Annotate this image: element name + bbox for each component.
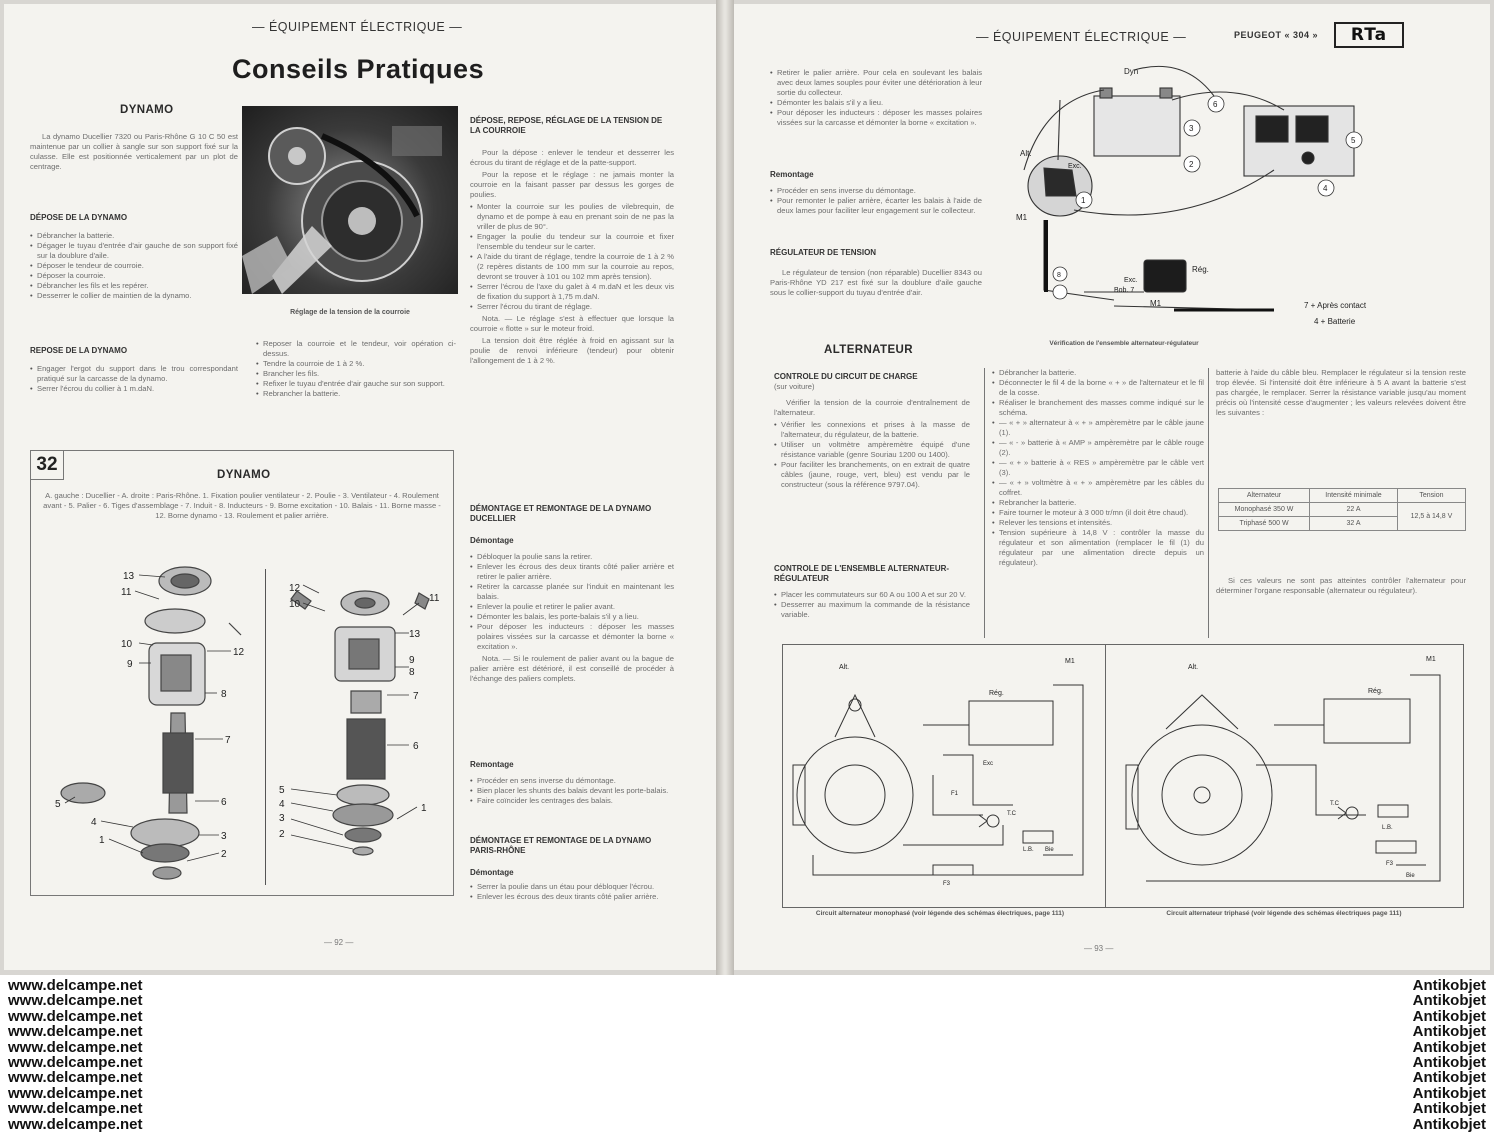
ducellier-demontage-list: [470, 552, 674, 752]
list-item: • Tension supérieure à 14,8 V : contrôler la masse du régulateur et son alimentation (remplacer le fil (1) du régulateur par une alimentation directe depuis un régulateur).: [992, 528, 1204, 568]
label-bie: Bie: [1406, 873, 1415, 879]
figure-legend-text: A. gauche : Ducellier - A. droite : Paris-Rhône. 1. Fixation poulier ventilateur - 2. Poulie - 3. Ventilateur - 4. Roulement avant - 5. Palier - 6. Tiges d'assemblage - 7. Induit - 8. Inducteurs - 9. Borne excitation - 10. Balais - 11. Borne masse - 12. Borne dynamo - 13. Roulement et palier arrière.: [43, 491, 441, 520]
page-title: Conseils Pratiques: [232, 54, 485, 84]
left-page: [4, 4, 716, 970]
label-6: 6: [1213, 100, 1218, 109]
label-7: 7: [225, 735, 231, 746]
label-13: 13: [123, 571, 135, 582]
repose-dynamo-list: [30, 364, 238, 414]
label-2: 2: [279, 829, 285, 840]
list-item: • Faire coïncider les centrages des balais.: [470, 796, 674, 806]
label-3: 3: [1189, 124, 1194, 133]
watermark-left-line: www.delcampe.net: [8, 992, 143, 1010]
watermark-right-line: Antikobjet: [1412, 1115, 1486, 1133]
table-cell: Triphasé 500 W: [1219, 517, 1310, 531]
label-reg: Rég.: [989, 690, 1004, 697]
list-item: • Débloquer la poulie sans la retirer.: [470, 552, 674, 562]
figure-legend: [39, 491, 445, 543]
list-item: • Enlever les écrous des deux tirants côté palier arrière et retirer le palier arrière.: [470, 562, 674, 582]
alternateur-heading: ALTERNATEUR: [824, 344, 913, 356]
label-f3: F3: [943, 881, 951, 887]
figure-number: 32: [31, 451, 64, 480]
dynamo-intro: [30, 132, 238, 196]
label-8: 8: [1057, 272, 1061, 279]
watermark-left-line: www.delcampe.net: [8, 1100, 143, 1118]
label-7: 7: [413, 691, 419, 702]
spec-table: [1218, 488, 1466, 531]
watermark-right-line: Antikobjet: [1412, 1007, 1486, 1025]
list-item: • Retirer la carcasse planée sur l'induit en maintenant les balais.: [470, 582, 674, 602]
list-item: • A l'aide du tirant de réglage, tendre la courroie de 1 à 2 % (2 repères distants de 100 mm sur la courroie au repos, devront se trouver à 101 ou 102 mm après tension).: [470, 252, 674, 282]
label-1: 1: [1081, 196, 1086, 205]
watermark-right-line: Antikobjet: [1412, 1100, 1486, 1118]
table-row: [1219, 503, 1466, 517]
label-11: 11: [121, 587, 132, 598]
list-item: • Débrancher les fils et les repérer.: [30, 281, 238, 291]
rta-logo: RTa: [1334, 22, 1404, 48]
list-item: • Pour remonter le palier arrière, écarter les balais à l'aide de deux lames pour faciliter leur engagement sur le collecteur.: [770, 196, 982, 216]
table-cell: 32 A: [1310, 517, 1398, 531]
list-item: • Engager l'ergot du support dans le trou correspondant pratiqué sur la carcasse de la dynamo.: [30, 364, 238, 384]
table-header: Alternateur: [1219, 489, 1310, 503]
list-item: • Réaliser le branchement des masses comme indiqué sur le schéma.: [992, 398, 1204, 418]
page-gutter: [716, 0, 734, 975]
figure-32-box: [30, 450, 454, 896]
list-item: • Procéder en sens inverse du démontage.: [470, 776, 674, 786]
list-item: • Serrer l'écrou du tirant de réglage.: [470, 302, 674, 312]
list-item: • Reposer la courroie et le tendeur, voir opération ci-dessus.: [256, 339, 456, 359]
triphase-circuit-diagram: [1106, 645, 1462, 907]
list-item: • — « + » voltmètre à « + » ampèremètre par les câbles du coffret.: [992, 478, 1204, 498]
list-item: • Retirer le palier arrière. Pour cela en soulevant les balais avec deux lames souples pour éviter une détérioration à leur sortie du collecteur.: [770, 68, 982, 98]
label-8: 8: [409, 667, 415, 678]
list-item: • Serrer l'écrou de l'axe du galet à 4 m.daN et les deux vis de fixation du support à 1,75 m.daN.: [470, 282, 674, 302]
ducellier-remontage-list: [470, 776, 674, 816]
label-2: 2: [221, 849, 227, 860]
ducellier-heading: DÉMONTAGE ET REMONTAGE DE LA DYNAMO DUCELLIER: [470, 504, 652, 523]
label-4: 4: [91, 817, 97, 828]
figure-title: DYNAMO: [217, 469, 271, 481]
regulateur-text: [770, 268, 982, 320]
photo-illustration: [242, 106, 458, 294]
list-item: • — « + » batterie à « RES » ampèremètre par le câble vert (3).: [992, 458, 1204, 478]
circuit-diagrams-box: [782, 644, 1464, 908]
branchement-list: [992, 368, 1204, 640]
label-12: 12: [289, 583, 301, 594]
watermark-left-line: www.delcampe.net: [8, 1023, 143, 1041]
list-item: • Desserrer le collier de maintien de la dynamo.: [30, 291, 238, 301]
watermark-right-line: Antikobjet: [1412, 1038, 1486, 1056]
list-item: • Monter la courroie sur les poulies de vilebrequin, de dynamo et de pompe à eau en prenant soin de ne pas la vriller de plus de 90°.: [470, 202, 674, 232]
watermark-left-line: www.delcampe.net: [8, 1084, 143, 1102]
label-m1: M1: [1016, 213, 1028, 222]
alternator-wiring-diagram: [984, 60, 1414, 338]
resistance-paragraph: batterie à l'aide du câble bleu. Remplacer le régulateur si la tension reste trop élevée. Si l'intensité doit être inférieure à 5 A avant la batterie s'est pas chargée, le remplacer. Serrer la résistance variable jusqu'au moment précis où l'intensité cesse d'augmenter ; les valeurs relevées doivent être les suivantes :: [1216, 368, 1466, 417]
parisrhone-exploded-view: [269, 563, 449, 889]
label-f1: F1: [951, 791, 959, 797]
left-page-header: — ÉQUIPEMENT ÉLECTRIQUE —: [252, 20, 463, 34]
watermark-right-line: Antikobjet: [1412, 1054, 1486, 1072]
list-item: • Enlever la poulie et retirer le palier avant.: [470, 602, 674, 612]
parisrhone-demontage-list: [470, 882, 674, 926]
list-item: • Placer les commutateurs sur 60 A ou 100 A et sur 20 V.: [774, 590, 970, 600]
depose-dynamo-heading: DÉPOSE DE LA DYNAMO: [30, 213, 128, 222]
list-item: • Démonter les balais s'il y a lieu.: [770, 98, 982, 108]
label-batterie: 4 + Batterie: [1314, 317, 1356, 326]
regulateur-heading: RÉGULATEUR DE TENSION: [770, 248, 877, 257]
belt-tension-text: [470, 148, 674, 496]
label-6: 6: [413, 741, 419, 752]
label-13: 13: [409, 629, 421, 640]
label-3: 3: [221, 831, 227, 842]
label-exc-2: Exc.: [1124, 277, 1138, 284]
watermark-right-line: Antikobjet: [1412, 1069, 1486, 1087]
label-tc: T.C: [1007, 811, 1016, 817]
label-1: 1: [421, 803, 427, 814]
ducellier-remontage-heading: Remontage: [470, 760, 514, 769]
repose-steps-list: [256, 339, 456, 419]
watermark-right: [1413, 978, 1486, 1132]
list-item: • Déposer la courroie.: [30, 271, 238, 281]
list-item: • Rebrancher la batterie.: [992, 498, 1204, 508]
list-item: • — « - » batterie à « AMP » ampèremètre par le câble rouge (2).: [992, 438, 1204, 458]
belt-tension-p2: Pour la repose et le réglage : ne jamais monter la courroie en la faisant passer par dessus les gorges de poulies.: [470, 170, 674, 199]
repose-dynamo-heading: REPOSE DE LA DYNAMO: [30, 346, 128, 355]
table-cell: 22 A: [1310, 503, 1398, 517]
circuit-charge-sub: (sur voiture): [774, 382, 815, 391]
watermark-left-line: www.delcampe.net: [8, 1069, 143, 1087]
photo-caption: Réglage de la tension de la courroie: [290, 309, 410, 316]
label-exc: Exc: [983, 761, 994, 767]
column-divider: [1208, 368, 1209, 638]
palier-arriere-list: [770, 68, 982, 170]
ducellier-note: Nota. — Si le roulement de palier avant ou la bague de palier arrière est détérioré, il est conseillé de procéder à l'échange des paliers complets.: [470, 654, 674, 683]
table-header: Intensité minimale: [1310, 489, 1398, 503]
label-f3: F3: [1386, 861, 1394, 867]
list-item: • Desserrer au maximum la commande de la résistance variable.: [774, 600, 970, 620]
resistance-after-text: Si ces valeurs ne sont pas atteintes contrôler l'alternateur pour déterminer l'organe responsable (alternateur ou régulateur).: [1216, 576, 1466, 595]
list-item: • Enlever les écrous des deux tirants côté palier arrière.: [470, 892, 674, 902]
label-exc: Exc.: [1068, 163, 1082, 170]
label-3: 3: [279, 813, 285, 824]
list-item: • Dégager le tuyau d'entrée d'air gauche de son support fixé sur la doublure d'aile.: [30, 241, 238, 261]
resistance-after: [1216, 576, 1466, 626]
right-page-number: — 93 —: [1084, 944, 1114, 953]
list-item: • Brancher les fils.: [256, 369, 456, 379]
list-item: • Débrancher la batterie.: [30, 231, 238, 241]
label-m1-2: M1: [1150, 299, 1162, 308]
label-m1: M1: [1065, 658, 1075, 665]
ensemble-heading: CONTROLE DE L'ENSEMBLE ALTERNATEUR-RÉGULATEUR: [774, 564, 950, 583]
label-12: 12: [233, 647, 245, 658]
right-page-header: — ÉQUIPEMENT ÉLECTRIQUE —: [976, 30, 1187, 44]
label-alt: Alt.: [1188, 664, 1199, 671]
list-item: • Refixer le tuyau d'entrée d'air gauche sur son support.: [256, 379, 456, 389]
watermark-left: [8, 978, 142, 1132]
label-10: 10: [121, 639, 133, 650]
remontage-heading: Remontage: [770, 170, 814, 179]
label-10: 10: [289, 599, 301, 610]
label-9: 9: [127, 659, 133, 670]
table-header: Tension: [1397, 489, 1465, 503]
watermark-left-line: www.delcampe.net: [8, 1115, 143, 1133]
circuit-charge-intro: Vérifier la tension de la courroie d'entraînement de l'alternateur.: [774, 398, 970, 417]
label-9: 9: [409, 655, 415, 666]
ducellier-demontage-heading: Démontage: [470, 536, 514, 545]
circuit-charge-heading: CONTROLE DU CIRCUIT DE CHARGE: [774, 372, 918, 381]
list-item: • Débrancher la batterie.: [992, 368, 1204, 378]
label-11: 11: [429, 593, 440, 604]
belt-tension-p1: Pour la dépose : enlever le tendeur et desserrer les écrous du tirant de réglage et de la patte-support.: [470, 148, 674, 167]
belt-tension-heading: DÉPOSE, REPOSE, RÉGLAGE DE LA TENSION DE LA COURROIE: [470, 116, 663, 135]
list-item: • Serrer la poulie dans un étau pour débloquer l'écrou.: [470, 882, 674, 892]
parisrhone-heading: DÉMONTAGE ET REMONTAGE DE LA DYNAMO PARIS-RHÔNE: [470, 836, 652, 855]
label-4: 4: [279, 799, 285, 810]
label-bob: Bob. 7: [1114, 287, 1135, 294]
table-cell: Monophasé 350 W: [1219, 503, 1310, 517]
wiring-caption: Vérification de l'ensemble alternateur-régulateur: [1049, 340, 1199, 347]
left-page-number: — 92 —: [324, 938, 354, 947]
list-item: • Déposer le tendeur de courroie.: [30, 261, 238, 271]
watermark-left-line: www.delcampe.net: [8, 977, 143, 994]
belt-tension-note-2: La tension doit être réglée à froid en agissant sur la poulie de renvoi inférieure (tendeur) pour obtenir l'allongement de 1 à 2 %.: [470, 336, 674, 365]
list-item: • Vérifier les connexions et prises à la masse de l'alternateur, du régulateur, de la batterie.: [774, 420, 970, 440]
list-item: • Faire tourner le moteur à 3 000 tr/mn (il doit être chaud).: [992, 508, 1204, 518]
right-page: [734, 4, 1490, 970]
watermark-left-line: www.delcampe.net: [8, 1038, 143, 1056]
label-alt: Alt.: [1020, 149, 1032, 158]
label-lb: L.B.: [1382, 825, 1393, 831]
belt-tension-note: Nota. — Le réglage s'est à effectuer que lorsque la courroie « flotte » sur le moteur froid.: [470, 314, 674, 333]
label-6: 6: [221, 797, 227, 808]
watermark-left-line: www.delcampe.net: [8, 1054, 143, 1072]
label-alt: Alt.: [839, 664, 850, 671]
watermark-right-line: Antikobjet: [1412, 992, 1486, 1010]
list-item: • Pour faciliter les branchements, on en extrait de quatre câbles (jaune, rouge, vert, bleu) est vendu par le constructeur (sous la référence 9797.04).: [774, 460, 970, 490]
list-item: • Serrer l'écrou du collier à 1 m.daN.: [30, 384, 238, 394]
label-reg: Rég.: [1192, 265, 1209, 274]
label-m1: M1: [1426, 656, 1436, 663]
list-item: • Pour déposer les inducteurs : déposer les masses polaires vissées sur la carcasse et démonter la borne « excitation ».: [770, 108, 982, 128]
list-item: • Utiliser un voltmètre ampèremètre équipé d'une résistance variable (genre Souriau 1200 ou 1400).: [774, 440, 970, 460]
belt-tension-photo: [242, 106, 458, 294]
list-item: • Déconnecter le fil 4 de la borne « + » de l'alternateur et le fil de la cosse.: [992, 378, 1204, 398]
label-1: 1: [99, 835, 105, 846]
list-item: • Démonter les balais, les porte-balais s'il y a lieu.: [470, 612, 674, 622]
figure-divider: [265, 569, 266, 885]
remontage-list: [770, 186, 982, 236]
list-item: • Engager la poulie du tendeur sur la courroie et fixer l'ensemble du tendeur sur le carter.: [470, 232, 674, 252]
table-cell: 12,5 à 14,8 V: [1397, 503, 1465, 531]
list-item: • Pour déposer les inducteurs : déposer les masses polaires vissées sur la carcasse et démonter la borne « excitation ».: [470, 622, 674, 652]
list-item: • Bien placer les shunts des balais devant les porte-balais.: [470, 786, 674, 796]
list-item: • Relever les tensions et intensités.: [992, 518, 1204, 528]
triphase-caption: Circuit alternateur triphasé (voir légende des schémas électriques page 111): [1166, 910, 1402, 917]
label-5: 5: [1351, 136, 1356, 145]
label-bie: Bie: [1045, 847, 1054, 853]
resistance-text: [1216, 368, 1466, 480]
column-divider: [984, 368, 985, 638]
monophase-circuit-diagram: [783, 645, 1105, 907]
label-dyn: Dyn: [1124, 67, 1139, 76]
label-8: 8: [221, 689, 227, 700]
list-item: • Procéder en sens inverse du démontage.: [770, 186, 982, 196]
label-apres-contact: 7 + Après contact: [1304, 301, 1367, 310]
watermark-left-line: www.delcampe.net: [8, 1007, 143, 1025]
model-header: PEUGEOT « 304 »: [1234, 30, 1319, 40]
label-4: 4: [1323, 184, 1328, 193]
list-item: • Tendre la courroie de 1 à 2 %.: [256, 359, 456, 369]
parisrhone-demontage-heading: Démontage: [470, 868, 514, 877]
label-tc: T.C: [1330, 801, 1339, 807]
label-lb: L.B.: [1023, 847, 1034, 853]
monophase-caption: Circuit alternateur monophasé (voir légende des schémas électriques, page 111): [815, 910, 1065, 917]
watermark-right-line: Antikobjet: [1412, 977, 1486, 994]
label-5: 5: [279, 785, 285, 796]
ducellier-exploded-view: [35, 563, 261, 889]
dynamo-heading: DYNAMO: [120, 104, 174, 116]
regulateur-paragraph: Le régulateur de tension (non réparable) Ducellier 8343 ou Paris-Rhône YD 217 est fixé sur la doublure d'aile gauche sous le collier-support du tuyau d'entrée d'air.: [770, 268, 982, 297]
list-item: • Rebrancher la batterie.: [256, 389, 456, 399]
list-item: • — « + » alternateur à « + » ampèremètre par le câble jaune (1).: [992, 418, 1204, 438]
watermark-right-line: Antikobjet: [1412, 1084, 1486, 1102]
ensemble-list: [774, 590, 970, 640]
label-5: 5: [55, 799, 61, 810]
label-2: 2: [1189, 160, 1194, 169]
label-reg: Rég.: [1368, 688, 1383, 695]
circuit-charge-text: [774, 398, 970, 558]
watermark-right-line: Antikobjet: [1412, 1023, 1486, 1041]
dynamo-intro-text: La dynamo Ducellier 7320 ou Paris-Rhône G 10 C 50 est maintenue par un collier à sangle sur son support fixé sur la culasse. Elle est positionnée verticalement par un plot de centrage.: [30, 132, 238, 171]
depose-dynamo-list: [30, 231, 238, 331]
